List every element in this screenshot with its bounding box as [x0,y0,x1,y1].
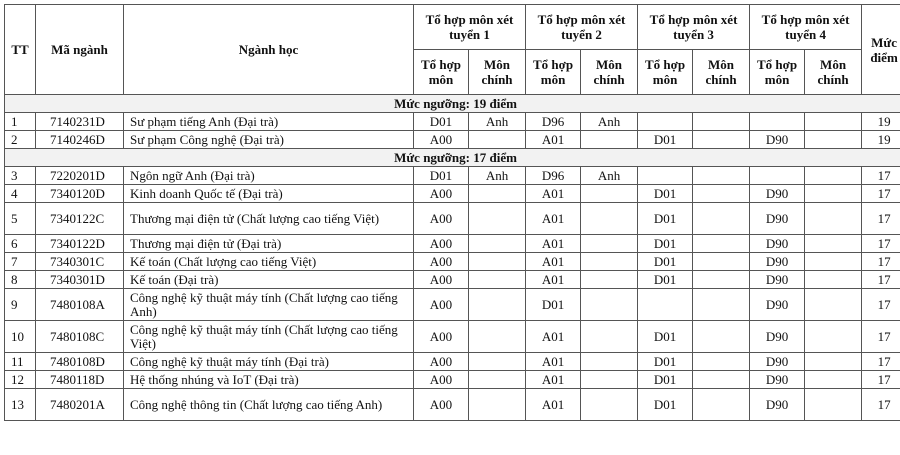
group-header-row [5,149,900,167]
main-subject-1-cell [469,185,526,203]
combo-3-cell: D01 [638,131,693,149]
threshold-score-cell: 17 [862,185,900,203]
combo-4-cell [750,167,805,185]
combo-4-cell: D90 [750,371,805,389]
threshold-score-cell: 17 [862,371,900,389]
combo-4-cell: D90 [750,253,805,271]
main-subject-3-cell [693,167,750,185]
main-subject-3-cell [693,253,750,271]
table-row [5,131,900,149]
major-name-cell: Công nghệ kỹ thuật máy tính (Đại trà) [124,353,414,371]
major-code-cell: 7340301D [36,271,124,289]
main-subject-2-cell [581,371,638,389]
header-combo-4: Tổ hợp môn xét tuyển 4 [750,5,862,50]
main-subject-4-cell [805,185,862,203]
row-number-cell: 3 [5,167,36,185]
main-subject-3-cell [693,131,750,149]
combo-1-cell: A00 [414,253,469,271]
combo-1-cell: D01 [414,167,469,185]
combo-2-cell: A01 [526,203,581,235]
header-score: Mức điểm [862,5,900,95]
main-subject-2-cell [581,235,638,253]
header-sub-combo: Tổ hợp môn [750,50,805,95]
main-subject-4-cell [805,271,862,289]
combo-1-cell: A00 [414,271,469,289]
threshold-score-cell: 17 [862,203,900,235]
combo-2-cell: A01 [526,253,581,271]
major-name-cell: Công nghệ kỹ thuật máy tính (Chất lượng cao tiếng Việt) [124,321,414,353]
header-sub-combo: Tổ hợp môn [414,50,469,95]
table-row [5,203,900,235]
main-subject-4-cell [805,167,862,185]
main-subject-2-cell [581,321,638,353]
combo-2-cell: D96 [526,113,581,131]
major-name-cell: Thương mại điện tử (Chất lượng cao tiếng Việt) [124,203,414,235]
main-subject-4-cell [805,113,862,131]
major-code-cell: 7340122C [36,203,124,235]
combo-3-cell: D01 [638,271,693,289]
major-name-cell: Thương mại điện tử (Đại trà) [124,235,414,253]
group-header-row [5,95,900,113]
combo-3-cell: D01 [638,389,693,421]
row-number-cell: 13 [5,389,36,421]
group-title: Mức ngưỡng: 17 điểm [5,149,900,167]
main-subject-1-cell [469,389,526,421]
threshold-score-cell: 17 [862,271,900,289]
major-code-cell: 7340122D [36,235,124,253]
main-subject-3-cell [693,235,750,253]
combo-3-cell [638,289,693,321]
main-subject-4-cell [805,321,862,353]
main-subject-2-cell [581,271,638,289]
major-code-cell: 7480118D [36,371,124,389]
combo-1-cell: A00 [414,321,469,353]
threshold-score-cell: 17 [862,235,900,253]
row-number-cell: 9 [5,289,36,321]
main-subject-1-cell [469,289,526,321]
header-combo-3: Tổ hợp môn xét tuyển 3 [638,5,750,50]
main-subject-1-cell: Anh [469,113,526,131]
main-subject-3-cell [693,389,750,421]
main-subject-4-cell [805,289,862,321]
threshold-score-cell: 17 [862,253,900,271]
threshold-score-cell: 17 [862,389,900,421]
header-combo-2: Tổ hợp môn xét tuyển 2 [526,5,638,50]
combo-2-cell: A01 [526,235,581,253]
combo-1-cell: A00 [414,131,469,149]
row-number-cell: 6 [5,235,36,253]
main-subject-2-cell [581,203,638,235]
combo-4-cell [750,113,805,131]
main-subject-4-cell [805,389,862,421]
row-number-cell: 10 [5,321,36,353]
combo-3-cell [638,167,693,185]
major-code-cell: 7480201A [36,389,124,421]
main-subject-2-cell: Anh [581,113,638,131]
combo-4-cell: D90 [750,271,805,289]
main-subject-2-cell [581,289,638,321]
combo-2-cell: A01 [526,353,581,371]
threshold-score-cell: 19 [862,131,900,149]
main-subject-1-cell [469,371,526,389]
combo-2-cell: A01 [526,321,581,353]
combo-1-cell: A00 [414,389,469,421]
combo-3-cell: D01 [638,253,693,271]
main-subject-2-cell [581,253,638,271]
combo-2-cell: A01 [526,371,581,389]
main-subject-1-cell [469,203,526,235]
threshold-score-cell: 17 [862,289,900,321]
main-subject-3-cell [693,353,750,371]
combo-3-cell: D01 [638,235,693,253]
row-number-cell: 7 [5,253,36,271]
major-name-cell: Công nghệ thông tin (Chất lượng cao tiếng Anh) [124,389,414,421]
row-number-cell: 11 [5,353,36,371]
combo-4-cell: D90 [750,235,805,253]
major-code-cell: 7340120D [36,185,124,203]
main-subject-1-cell [469,353,526,371]
main-subject-4-cell [805,203,862,235]
combo-2-cell: A01 [526,389,581,421]
table-row [5,389,900,421]
major-name-cell: Kế toán (Chất lượng cao tiếng Việt) [124,253,414,271]
table-row [5,371,900,389]
combo-1-cell: A00 [414,185,469,203]
main-subject-3-cell [693,321,750,353]
header-sub-combo: Tổ hợp môn [638,50,693,95]
major-name-cell: Hệ thống nhúng và IoT (Đại trà) [124,371,414,389]
combo-4-cell: D90 [750,203,805,235]
main-subject-3-cell [693,271,750,289]
main-subject-3-cell [693,289,750,321]
table-row [5,235,900,253]
admission-threshold-table [4,4,900,421]
main-subject-4-cell [805,131,862,149]
header-major-code: Mã ngành [36,5,124,95]
main-subject-4-cell [805,235,862,253]
header-sub-main: Môn chính [693,50,750,95]
major-code-cell: 7140231D [36,113,124,131]
main-subject-2-cell [581,389,638,421]
table-row [5,253,900,271]
header-combo-1: Tổ hợp môn xét tuyển 1 [414,5,526,50]
main-subject-4-cell [805,253,862,271]
row-number-cell: 2 [5,131,36,149]
main-subject-1-cell: Anh [469,167,526,185]
combo-4-cell: D90 [750,353,805,371]
combo-1-cell: D01 [414,113,469,131]
threshold-score-cell: 17 [862,353,900,371]
main-subject-3-cell [693,113,750,131]
main-subject-1-cell [469,235,526,253]
table-row [5,167,900,185]
major-name-cell: Sư phạm tiếng Anh (Đại trà) [124,113,414,131]
main-subject-1-cell [469,131,526,149]
combo-3-cell: D01 [638,321,693,353]
combo-1-cell: A00 [414,371,469,389]
combo-1-cell: A00 [414,235,469,253]
table-row [5,353,900,371]
combo-4-cell: D90 [750,131,805,149]
combo-3-cell [638,113,693,131]
main-subject-1-cell [469,321,526,353]
combo-2-cell: D01 [526,289,581,321]
main-subject-2-cell: Anh [581,167,638,185]
header-sub-main: Môn chính [469,50,526,95]
main-subject-3-cell [693,185,750,203]
major-code-cell: 7480108D [36,353,124,371]
major-code-cell: 7480108A [36,289,124,321]
combo-2-cell: D96 [526,167,581,185]
threshold-score-cell: 17 [862,321,900,353]
major-name-cell: Ngôn ngữ Anh (Đại trà) [124,167,414,185]
header-sub-main: Môn chính [805,50,862,95]
table-row [5,289,900,321]
main-subject-3-cell [693,371,750,389]
row-number-cell: 1 [5,113,36,131]
combo-3-cell: D01 [638,185,693,203]
combo-2-cell: A01 [526,131,581,149]
combo-3-cell: D01 [638,371,693,389]
table-row [5,271,900,289]
header-major: Ngành học [124,5,414,95]
row-number-cell: 8 [5,271,36,289]
table-body [5,95,900,421]
combo-2-cell: A01 [526,185,581,203]
table-row [5,113,900,131]
header-sub-combo: Tổ hợp môn [526,50,581,95]
combo-1-cell: A00 [414,353,469,371]
combo-4-cell: D90 [750,185,805,203]
main-subject-3-cell [693,203,750,235]
main-subject-4-cell [805,371,862,389]
row-number-cell: 4 [5,185,36,203]
main-subject-1-cell [469,271,526,289]
combo-3-cell: D01 [638,353,693,371]
major-code-cell: 7480108C [36,321,124,353]
major-code-cell: 7340301C [36,253,124,271]
main-subject-2-cell [581,131,638,149]
combo-4-cell: D90 [750,389,805,421]
table-header [5,5,900,95]
main-subject-4-cell [805,353,862,371]
major-code-cell: 7140246D [36,131,124,149]
combo-3-cell: D01 [638,203,693,235]
combo-1-cell: A00 [414,203,469,235]
main-subject-2-cell [581,185,638,203]
row-number-cell: 5 [5,203,36,235]
combo-4-cell: D90 [750,321,805,353]
combo-1-cell: A00 [414,289,469,321]
combo-4-cell: D90 [750,289,805,321]
major-name-cell: Kế toán (Đại trà) [124,271,414,289]
major-name-cell: Sư phạm Công nghệ (Đại trà) [124,131,414,149]
group-title: Mức ngưỡng: 19 điểm [5,95,900,113]
combo-2-cell: A01 [526,271,581,289]
table-row [5,321,900,353]
threshold-score-cell: 19 [862,113,900,131]
main-subject-2-cell [581,353,638,371]
row-number-cell: 12 [5,371,36,389]
table-row [5,185,900,203]
major-code-cell: 7220201D [36,167,124,185]
header-tt: TT [5,5,36,95]
threshold-score-cell: 17 [862,167,900,185]
main-subject-1-cell [469,253,526,271]
header-sub-main: Môn chính [581,50,638,95]
major-name-cell: Kinh doanh Quốc tế (Đại trà) [124,185,414,203]
major-name-cell: Công nghệ kỹ thuật máy tính (Chất lượng cao tiếng Anh) [124,289,414,321]
